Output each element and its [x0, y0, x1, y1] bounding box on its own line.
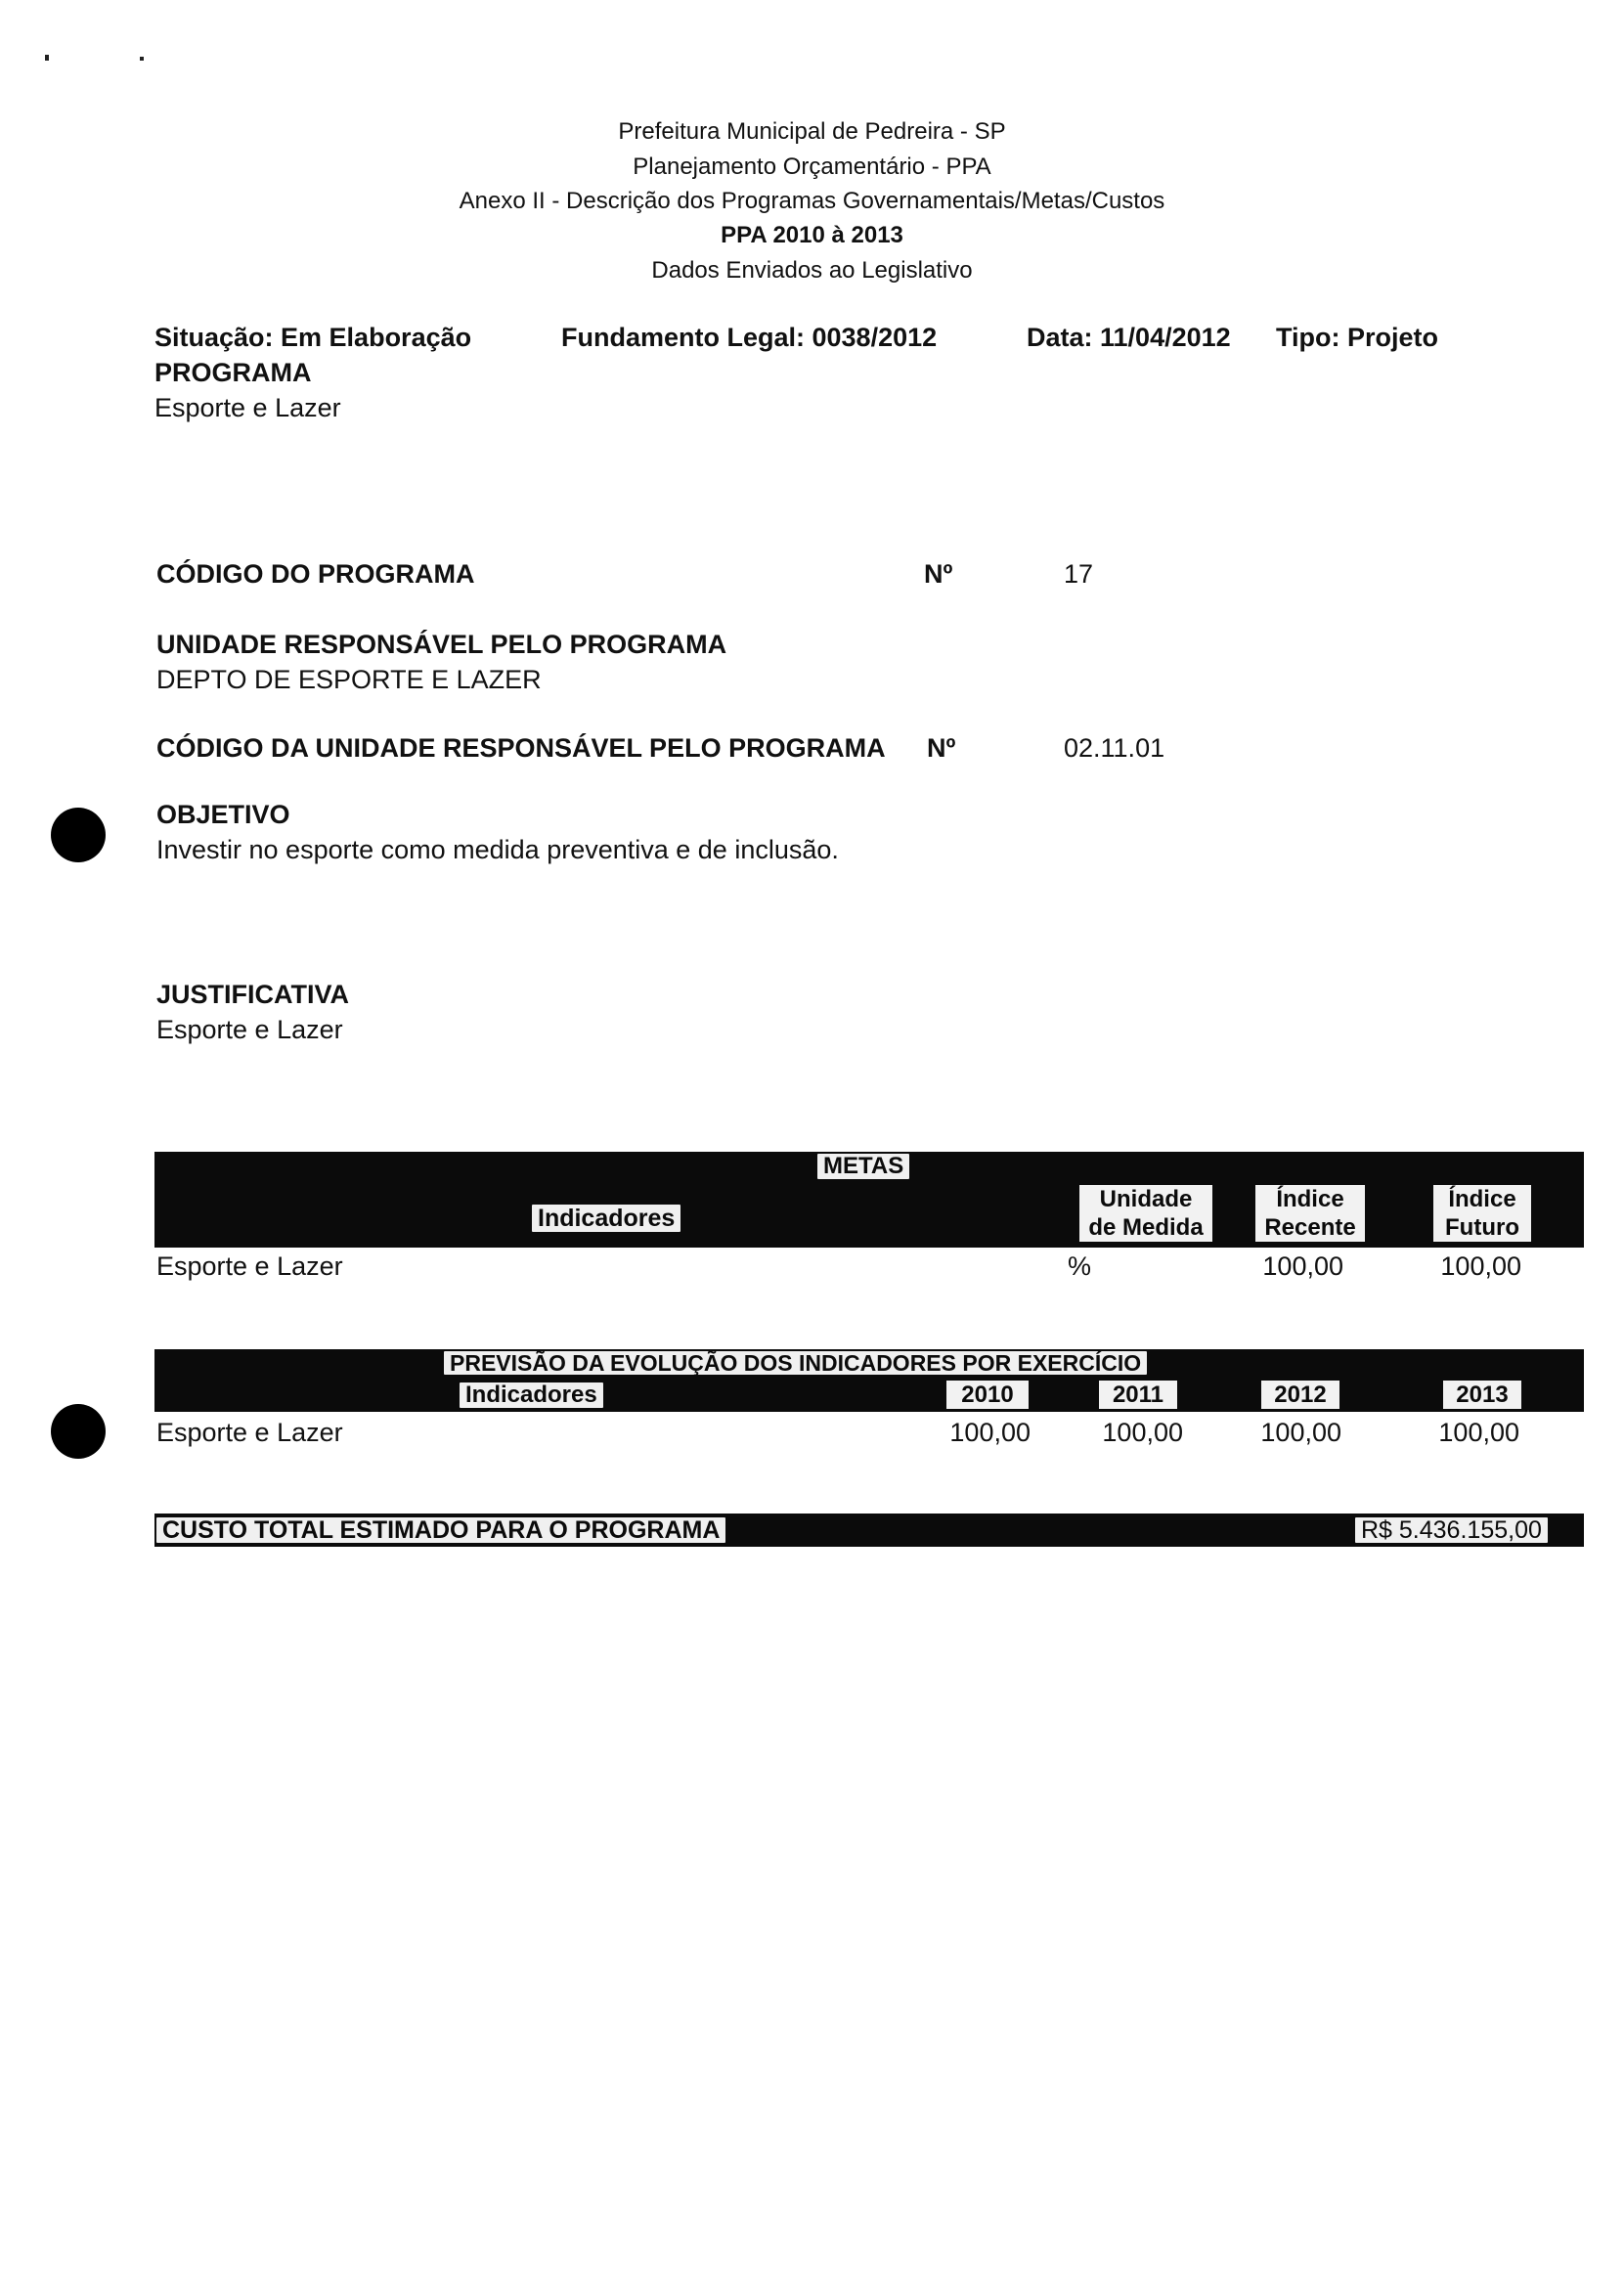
custo-label: CUSTO TOTAL ESTIMADO PARA O PROGRAMA	[154, 1515, 727, 1545]
unidade-value: DEPTO DE ESPORTE E LAZER	[156, 665, 542, 694]
tipo: Tipo: Projeto	[1276, 323, 1438, 352]
metas-header-recente-line2: Recente	[1264, 1214, 1356, 1241]
codigo-unidade-label: CÓDIGO DA UNIDADE RESPONSÁVEL PELO PROGRAMA	[156, 733, 886, 763]
scan-speck	[45, 55, 49, 61]
objetivo-value: Investir no esporte como medida preventiva e de inclusão.	[156, 835, 839, 864]
previsao-title: PREVISÃO DA EVOLUÇÃO DOS INDICADORES POR EXERCÍCIO	[442, 1349, 1149, 1377]
situacao: Situação: Em Elaboração	[154, 323, 472, 352]
codigo-programa-label: CÓDIGO DO PROGRAMA	[156, 559, 475, 589]
codigo-unidade-no-label: Nº	[927, 733, 956, 763]
fundamento-legal: Fundamento Legal: 0038/2012	[561, 323, 938, 352]
metas-header-futuro	[1433, 1185, 1531, 1242]
metas-header-unidade-line2: de Medida	[1088, 1214, 1204, 1241]
objetivo-label: OBJETIVO	[156, 800, 290, 829]
header-line-4: PPA 2010 à 2013	[721, 222, 903, 248]
metas-header-recente-line1: Índice	[1276, 1186, 1344, 1212]
header-line-5: Dados Enviados ao Legislativo	[651, 257, 973, 284]
codigo-programa-value: 17	[1064, 559, 1094, 589]
previsao-header-2010: 2010	[946, 1381, 1029, 1409]
previsao-row-2012: 100,00	[1260, 1418, 1341, 1447]
previsao-header-2013: 2013	[1443, 1381, 1521, 1409]
previsao-header-2011: 2011	[1099, 1381, 1177, 1409]
previsao-row-2013: 100,00	[1438, 1418, 1519, 1447]
punch-hole	[51, 808, 106, 862]
metas-header-futuro-line2: Futuro	[1445, 1214, 1519, 1241]
metas-header-indicadores: Indicadores	[530, 1203, 682, 1234]
custo-value: R$ 5.436.155,00	[1353, 1515, 1550, 1545]
previsao-header-indicadores: Indicadores	[458, 1381, 605, 1410]
header-line-1: Prefeitura Municipal de Pedreira - SP	[618, 118, 1006, 145]
metas-row-indicador: Esporte e Lazer	[156, 1251, 343, 1281]
programa-value: Esporte e Lazer	[154, 393, 341, 422]
metas-title: METAS	[815, 1152, 911, 1181]
justificativa-label: JUSTIFICATIVA	[156, 980, 350, 1009]
metas-row-unidade: %	[1068, 1251, 1092, 1281]
codigo-programa-no-label: Nº	[924, 559, 953, 589]
metas-header-bar	[154, 1183, 1584, 1248]
metas-row-recente: 100,00	[1262, 1251, 1343, 1281]
previsao-header-bar	[154, 1379, 1584, 1412]
header-line-2: Planejamento Orçamentário - PPA	[633, 154, 991, 180]
justificativa-value: Esporte e Lazer	[156, 1015, 343, 1044]
metas-header-unidade	[1079, 1185, 1212, 1242]
header-line-3: Anexo II - Descrição dos Programas Governamentais/Metas/Custos	[459, 188, 1165, 214]
metas-header-recente	[1255, 1185, 1365, 1242]
previsao-row-indicador: Esporte e Lazer	[156, 1418, 343, 1447]
metas-header-futuro-line1: Índice	[1448, 1186, 1516, 1212]
scan-speck	[140, 57, 144, 61]
codigo-unidade-value: 02.11.01	[1064, 733, 1165, 763]
metas-row-futuro: 100,00	[1440, 1251, 1521, 1281]
previsao-header-2012: 2012	[1261, 1381, 1339, 1409]
programa-label: PROGRAMA	[154, 358, 312, 387]
punch-hole	[51, 1404, 106, 1459]
unidade-label: UNIDADE RESPONSÁVEL PELO PROGRAMA	[156, 630, 727, 659]
previsao-row-2011: 100,00	[1102, 1418, 1183, 1447]
data: Data: 11/04/2012	[1027, 323, 1231, 352]
previsao-row-2010: 100,00	[949, 1418, 1031, 1447]
metas-header-unidade-line1: Unidade	[1099, 1186, 1193, 1212]
